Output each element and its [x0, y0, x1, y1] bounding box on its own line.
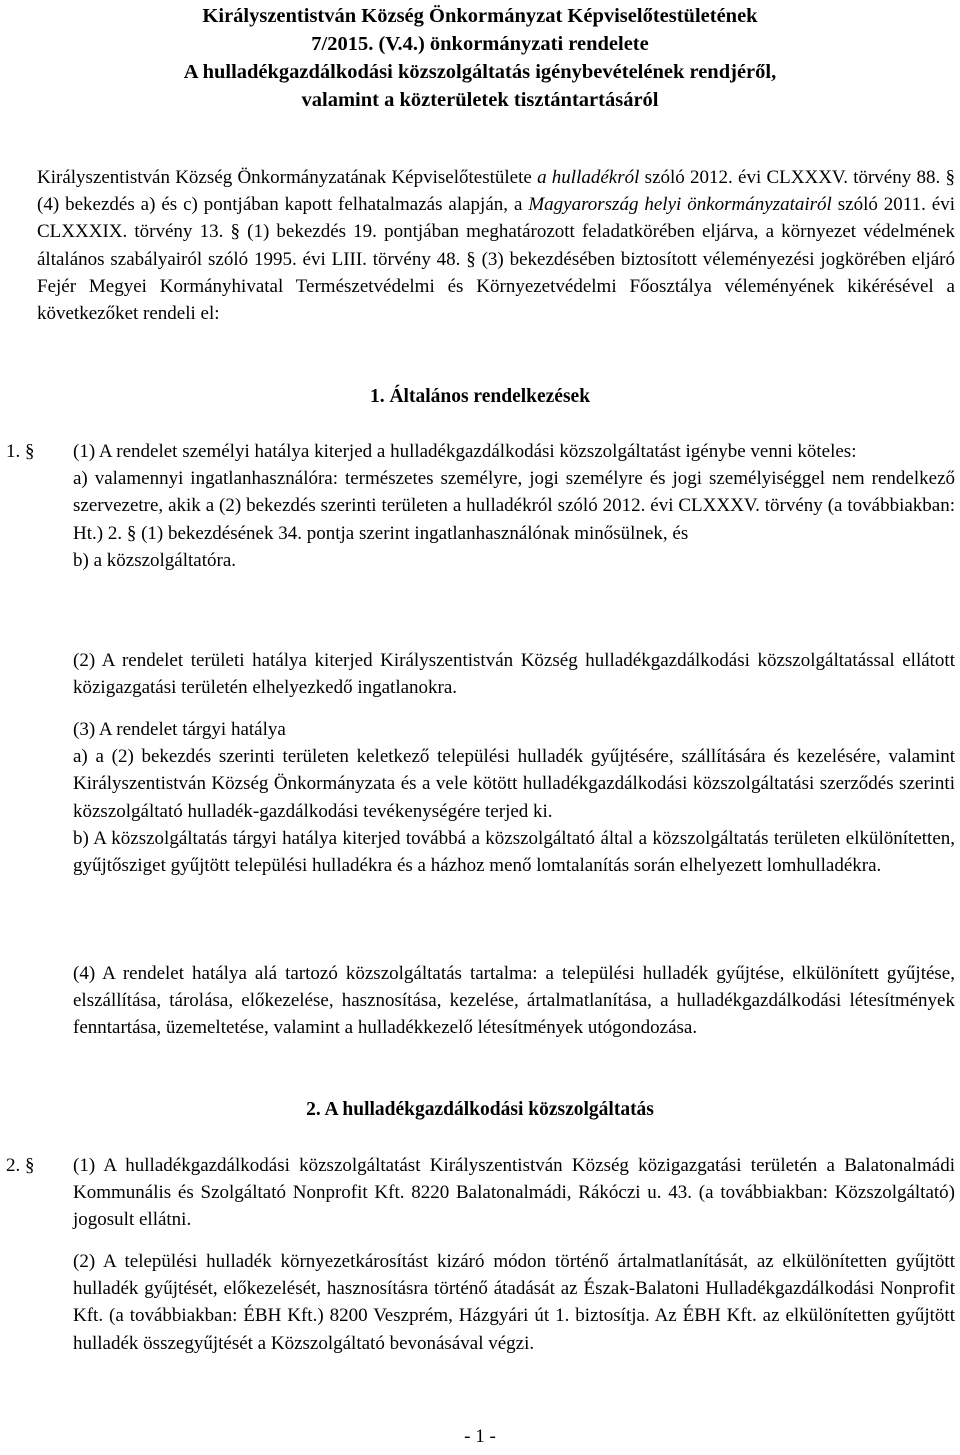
title-line: valamint a közterületek tisztántartásáról: [301, 89, 659, 111]
page-number: - 1 -: [464, 1426, 496, 1447]
preamble-text: Királyszentistván Község Önkormányzatának Képviselőtestülete: [37, 167, 538, 188]
paragraph-4: (4) A rendelet hatálya alá tartozó közszolgáltatás tartalma: a települési hulladék gyűjtése, elkülönített gyűjtése, elszállítása, tárolása, előkezelése, hasznosítása, kezelése, ártalmatlanítása, a hulladékgazdálkodási létesítmények fenntartása, üzemeltetése, valamint a hulladékkezelő létesítmények utógondozása.: [73, 963, 955, 1039]
paragraph-1-point-b: b) a közszolgáltatóra.: [73, 549, 237, 571]
title-line: 7/2015. (V.4.) önkormányzati rendelete: [311, 33, 649, 55]
document-title: [140, 2, 820, 114]
preamble-law-title: a hulladékról: [537, 167, 640, 188]
paragraph-3-lead: (3) A rendelet tárgyi hatálya: [73, 719, 286, 740]
paragraph-1-lead: (1) A rendelet személyi hatálya kiterjed a hulladékgazdálkodási közszolgáltatást igénybe venni köteles:: [73, 441, 857, 462]
preamble-law-title: Magyarország helyi önkormányzatairól: [528, 194, 832, 216]
preamble: [37, 164, 955, 327]
paragraph-number: 2. §: [6, 1155, 35, 1176]
paragraph-2: (2) A települési hulladék környezetkárosítást kizáró módon történő ártalmatlanítását, az elkülönítetten gyűjtött hulladék gyűjtését, előkezelését, hasznosításra történő átadását az Észak-Balatoni Hulladékgazdálkodási Nonprofit Kft. (a továbbiakban: ÉBH Kft.) 8200 Veszprém, Házgyári út 1. biztosítja. Az ÉBH Kft. az elkülönítetten gyűjtött hulladék összegyűjtését a Közszolgáltató bevonásával végzi.: [73, 1251, 955, 1354]
paragraph-3-point-b: b) A közszolgáltatás tárgyi hatálya kiterjed továbbá a közszolgáltató által a közszolgáltatás területen elkülönítetten, gyűjtősziget gyűjtött települési hulladékra és a házhoz menő lomtalanítás során elhelyezett lomhulladékra.: [73, 827, 955, 877]
paragraph-1-point-a: a) valamennyi ingatlanhasználóra: természetes személyre, jogi személyre és jogi személyiséggel nem rendelkező szervezetre, akik a (2) bekezdés szerinti területen a hulladékról szóló 2012. évi CLXXXV. törvény (a továbbiakban: Ht.) 2. § (1) bekezdésének 34. pontja szerint ingatlanhasználónak minősülnek, és: [73, 468, 955, 544]
title-line: A hulladékgazdálkodási közszolgáltatás igénybevételének rendjéről,: [183, 61, 777, 83]
section-heading: 2. A hulladékgazdálkodási közszolgáltatás: [306, 1099, 654, 1120]
title-line: Királyszentistván Község Önkormányzat Képviselőtestületének: [202, 5, 758, 27]
paragraph-2: (2) A rendelet területi hatálya kiterjed Királyszentistván Község hulladékgazdálkodási közszolgáltatással ellátott közigazgatási területén elhelyezkedő ingatlanokra.: [73, 650, 955, 699]
preamble-text: szóló 2011. évi CLXXXIX. törvény 13. § (1) bekezdés 19. pontjában meghatározott feladatkörében eljárva, a környezet védelmének általános szabályairól szóló 1995. évi LIII. törvény 48. § (3) bekezdésében biztosított véleményezési jogkörében eljáró Fejér Megyei Kormányhivatal Természetvédelmi és Környezetvédelmi Főosztálya véleményének kikérésével a következőket rendeli el:: [37, 194, 955, 325]
paragraph-3: [73, 716, 955, 879]
section-heading: 1. Általános rendelkezések: [369, 386, 591, 407]
paragraph-number: 1. §: [6, 441, 35, 462]
paragraph-1: (1) A hulladékgazdálkodási közszolgáltatást Királyszentistván Község közigazgatási területén a Balatonalmádi Kommunális és Szolgáltató Nonprofit Kft. 8220 Balatonalmádi, Rákóczi u. 43. (a továbbiakban: Közszolgáltató) jogosult ellátni.: [73, 1155, 955, 1231]
preamble-text: szóló 2012. évi CLXXXV. törvény 88. § (4) bekezdés a) és c) pontjában kapott felhatalmazás alapján, a: [37, 167, 955, 216]
paragraph-3-point-a: a) a (2) bekezdés szerinti területen keletkező települési hulladék gyűjtésére, szállítására és kezelésére, valamint Királyszentistván Község Önkormányzata és a vele kötött hulladékgazdálkodási közszolgáltatási szerződés szerinti közszolgáltató hulladék-gazdálkodási tevékenységére terjed ki.: [73, 746, 955, 822]
